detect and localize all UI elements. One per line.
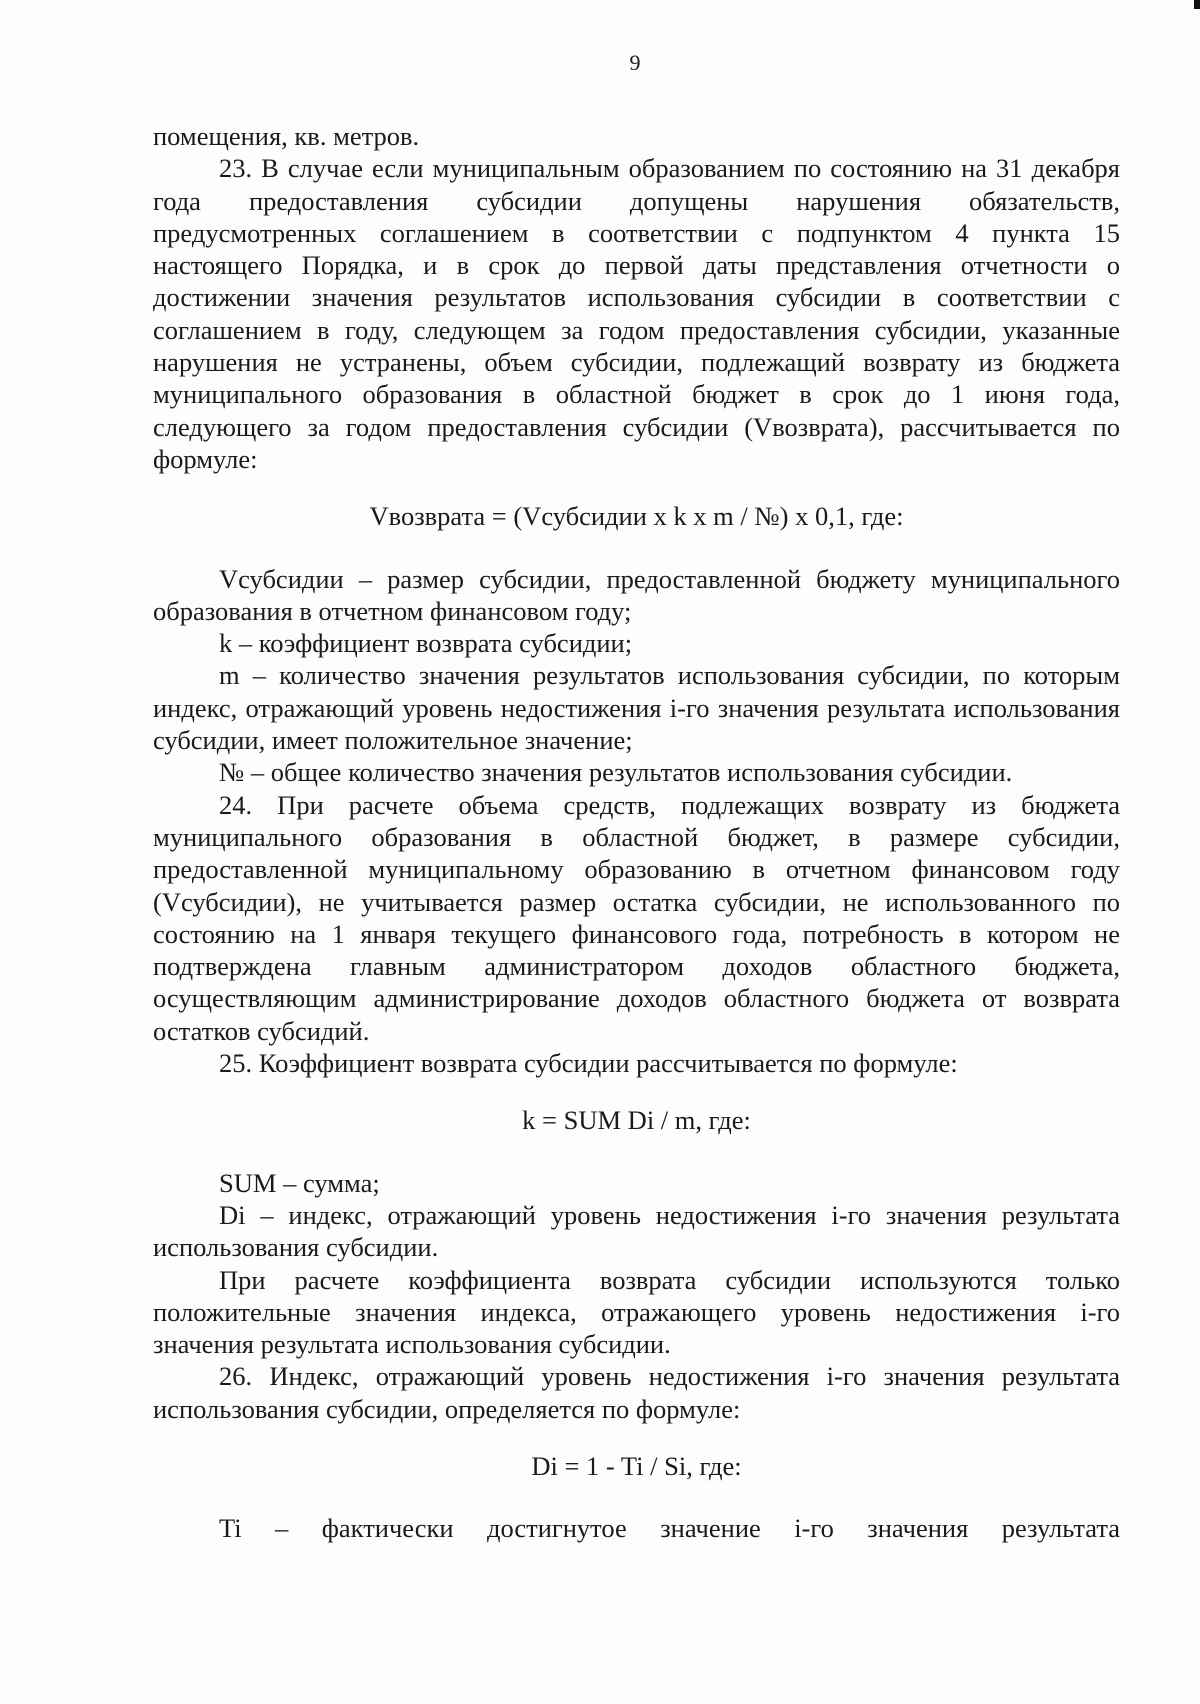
definition-n: № – общее количество значения результатов использования субсидии. [219,757,1013,788]
paragraph-positive-values: При расчете коэффициента возврата субсидии используются только положительные значения индекса, отражающего уровень недостижения i-го значения результата использования субсидии. [153,1264,1120,1360]
formula-k: k = SUM Di / m, где: [522,1105,751,1136]
paragraph-continuation: помещения, кв. метров. [153,121,420,151]
formula-di: Di = 1 - Ti / Si, где: [531,1450,742,1481]
paragraph-25: 25. Коэффициент возврата субсидии рассчитывается по формуле: [219,1048,958,1079]
document-body [153,120,1120,1545]
definition-v-subsidy: Vсубсидии – размер субсидии, предоставленной бюджету муниципального образования в отчетном финансовом году; [153,563,1120,626]
definition-k: k – коэффициент возврата субсидии; [219,628,633,659]
scan-corner-mark [1194,0,1200,9]
formula-v-return: Vвозврата = (Vсубсидии x k x m / №) x 0,1, где: [369,501,904,532]
paragraph-24: 24. При расчете объема средств, подлежащих возврату из бюджета муниципального образования в областной бюджет, в размере субсидии, предоставленной муниципальному образованию в отчетном финансовом году (Vсубсидии), не учитывается размер остатка субсидии, не использованного по состоянию на 1 января текущего финансового года, потребность в котором не подтверждена главным администратором доходов областного бюджета, осуществляющим администрирование доходов областного бюджета от возврата остатков субсидий. [153,789,1120,1046]
definition-m: m – количество значения результатов использования субсидии, по которым индекс, отражающий уровень недостижения i-го значения результата использования субсидии, имеет положительное значение; [153,660,1120,756]
paragraph-23: 23. В случае если муниципальным образованием по состоянию на 31 декабря года предоставления субсидии допущены нарушения обязательств, предусмотренных соглашением в соответствии с подпунктом 4 пункта 15 настоящего Порядка, и в срок до первой даты представления отчетности о достижении значения результатов использования субсидии в соответствии с соглашением в году, следующем за годом предоставления субсидии, указанные нарушения не устранены, объем субсидии, подлежащий возврату из бюджета муниципального образования в областной бюджет в срок до 1 июня года, следующего за годом предоставления субсидии (Vвозврата), рассчитывается по формуле: [153,153,1120,474]
page-number: 9 [629,50,641,75]
paragraph-26: 26. Индекс, отражающий уровень недостижения i-го значения результата использования субсидии, определяется по формуле: [153,1361,1120,1424]
definition-ti: Ti – фактически достигнутое значение i-го значения результата [219,1513,1120,1544]
definition-di: Di – индекс, отражающий уровень недостижения i-го значения результата использования субсидии. [153,1199,1120,1263]
definition-sum: SUM – сумма; [219,1167,380,1198]
